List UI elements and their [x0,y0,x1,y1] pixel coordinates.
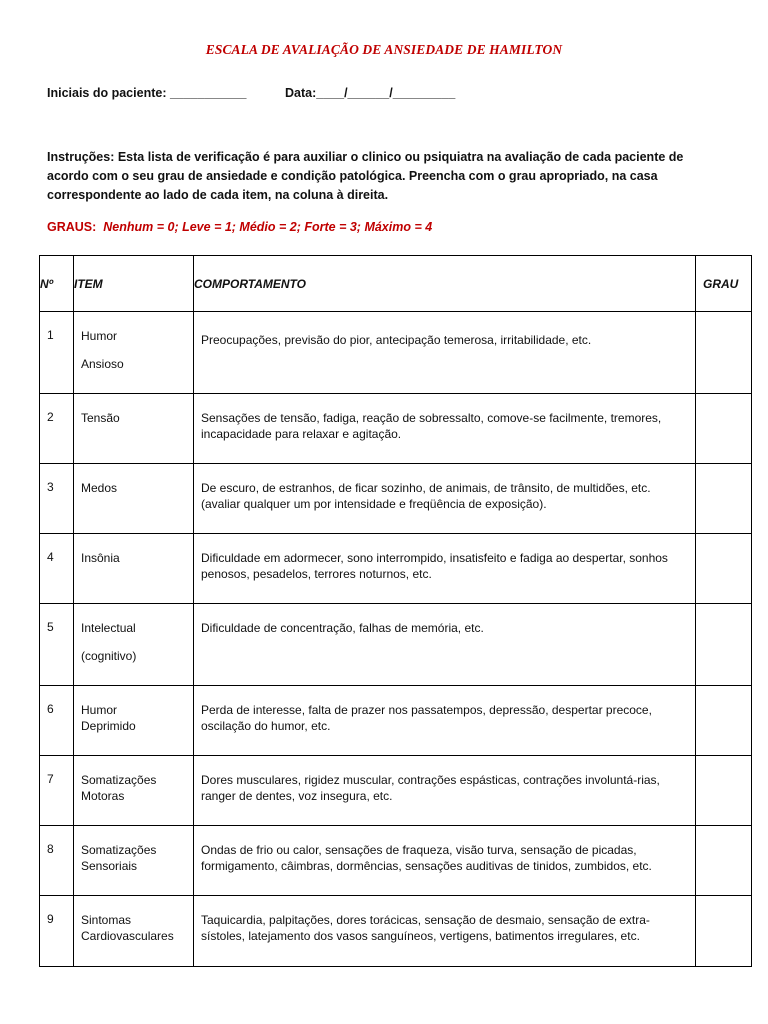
date-field: Data:____/______/_________ [285,86,456,100]
table-row [40,534,752,604]
table-row [40,604,752,686]
grade-cell[interactable] [696,464,752,534]
table-row [40,756,752,826]
item-behavior: Sensações de tensão, fadiga, reação de sobressalto, comove-se facilmente, tremores, incapacidade para relaxar e agitação. [194,394,696,464]
header-behavior: COMPORTAMENTO [194,256,696,312]
item-behavior: Preocupações, previsão do pior, antecipação temerosa, irritabilidade, etc. [194,312,696,394]
grade-cell[interactable] [696,756,752,826]
hamilton-scale-table [39,255,752,967]
header-grade: GRAU [696,256,752,312]
item-name-line2: Cardiovasculares [81,929,174,943]
item-name-line1: Somatizações [81,843,157,857]
item-name-line2: (cognitivo) [81,649,137,663]
item-number: 1 [40,312,74,394]
graus-legend [47,220,432,234]
item-behavior: Perda de interesse, falta de prazer nos passatempos, depressão, despertar precoce, oscilação do humor, etc. [194,686,696,756]
grade-cell[interactable] [696,604,752,686]
item-name [74,394,194,464]
item-number: 3 [40,464,74,534]
item-behavior: De escuro, de estranhos, de ficar sozinho, de animais, de trânsito, de multidões, etc. (avaliar qualquer um por intensidade e freqüência de exposição). [194,464,696,534]
item-name-line1: Intelectual [81,621,136,635]
grade-cell[interactable] [696,312,752,394]
item-name-line2: Sensoriais [81,859,138,873]
item-number: 4 [40,534,74,604]
item-name-line1: Insônia [81,551,120,565]
item-name-line1: Sintomas [81,913,132,927]
item-name-line1: Tensão [81,411,120,425]
item-name-line1: Somatizações [81,773,157,787]
item-name-line1: Humor [81,329,118,343]
item-name [74,604,194,686]
item-name-line1: Medos [81,481,118,495]
table-row [40,826,752,896]
item-behavior: Ondas de frio ou calor, sensações de fraqueza, visão turva, sensação de picadas, formigamento, câimbras, dormências, sensações auditivas de tinidos, zumbidos, etc. [194,826,696,896]
item-number: 6 [40,686,74,756]
grade-cell[interactable] [696,896,752,967]
grade-cell[interactable] [696,534,752,604]
item-name-line2: Ansioso [81,357,124,371]
item-number: 9 [40,896,74,967]
item-name [74,756,194,826]
item-behavior: Dores musculares, rigidez muscular, contrações espásticas, contrações involuntá-rias, ranger de dentes, voz insegura, etc. [194,756,696,826]
instructions-paragraph: Instruções: Esta lista de verificação é para auxiliar o clinico ou psiquiatra na avaliação de cada paciente de acordo com o seu grau de ansiedade e condição patológica. Preencha com o grau apropriado, na casa correspondente ao lado de cada item, na coluna à direita. [47,150,684,202]
table-row [40,686,752,756]
table-row [40,464,752,534]
graus-label: GRAUS: [47,220,97,234]
document-title: ESCALA DE AVALIAÇÃO DE ANSIEDADE DE HAMILTON [205,42,563,57]
item-name [74,896,194,967]
table-row [40,312,752,394]
item-name [74,534,194,604]
item-number: 5 [40,604,74,686]
item-number: 2 [40,394,74,464]
item-behavior: Taquicardia, palpitações, dores torácicas, sensação de desmaio, sensação de extra-sístoles, latejamento dos vasos sanguíneos, vertigens, batimentos irregulares, etc. [194,896,696,967]
grade-cell[interactable] [696,826,752,896]
grade-cell[interactable] [696,394,752,464]
table-row [40,394,752,464]
header-item: ITEM [74,256,194,312]
item-name [74,686,194,756]
graus-scale: Nenhum = 0; Leve = 1; Médio = 2; Forte = 3; Máximo = 4 [103,220,433,234]
item-name-line1: Humor [81,703,118,717]
item-behavior: Dificuldade em adormecer, sono interrompido, insatisfeito e fadiga ao despertar, sonhos penosos, pesadelos, terrores noturnos, etc. [194,534,696,604]
patient-initials-field: Iniciais do paciente: ___________ [47,86,247,100]
item-number: 8 [40,826,74,896]
item-name [74,464,194,534]
table-row [40,896,752,967]
item-name [74,826,194,896]
item-behavior: Dificuldade de concentração, falhas de memória, etc. [194,604,696,686]
item-number: 7 [40,756,74,826]
header-number: Nº [40,256,74,312]
grade-cell[interactable] [696,686,752,756]
table-header-row [40,256,752,312]
item-name-line2: Motoras [81,789,125,803]
item-name [74,312,194,394]
item-name-line2: Deprimido [81,719,136,733]
